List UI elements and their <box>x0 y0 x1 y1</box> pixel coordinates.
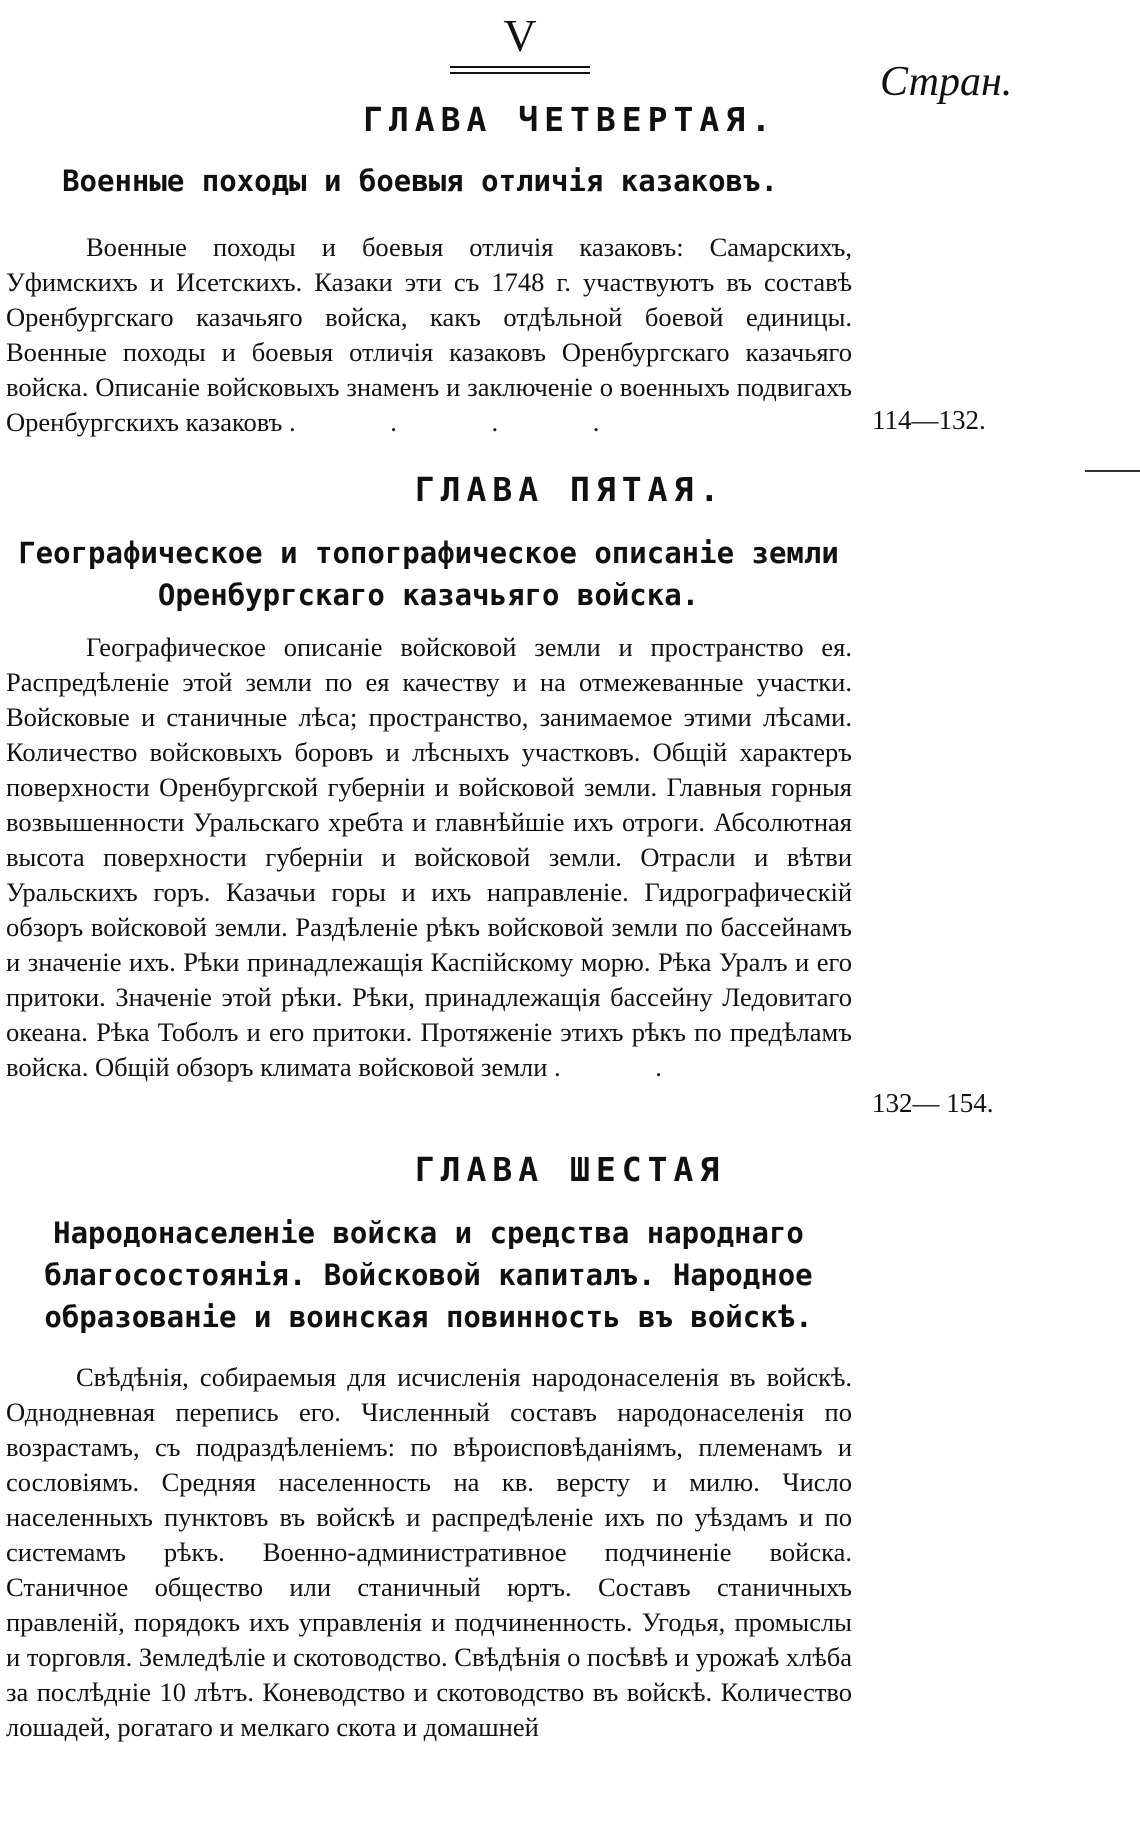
chapter-heading: ГЛАВА ЧЕТВЕРТАЯ. <box>363 100 777 139</box>
chapter-subtitle: Географическое и топографическое описаніе земли Оренбургскаго казачьяго войска. <box>18 536 839 612</box>
chapter-heading: ГЛАВА ПЯТАЯ. <box>414 470 726 509</box>
chapter-heading: ГЛАВА ШЕСТАЯ <box>414 1150 726 1189</box>
header-rule <box>450 66 590 68</box>
page-column-label: Стран. <box>880 59 1013 105</box>
page-range: 132— 154. <box>872 1088 994 1118</box>
dot-leader: . . <box>554 1052 706 1082</box>
chapter-summary <box>6 230 852 440</box>
chapter-summary-text: Географическое описаніе войсковой земли и пространство ея. Распредѣленіе этой земли по ея качеству и на отмежеванные участки. Войсковые и станичные лѣса; пространство, занимаемое этими лѣсами. Количество войсковыхъ боровъ и лѣсныхъ участковъ. Общій характеръ поверхности Оренбургской губерніи и войсковой земли. Главныя горныя возвышенности Уральскаго хребта и главнѣйшіе ихъ отроги. Абсолютная высота поверхности губерніи и войсковой земли. Отрасли и вѣтви Уральскихъ горъ. Казачьи горы и ихъ направленіе. Гидрографическій обзоръ войсковой земли. Раздѣленіе рѣкъ войсковой земли по бассейнамъ и значеніе ихъ. Рѣки принадлежащія Каспійскому морю. Рѣка Уралъ и его притоки. Значеніе этой рѣки. Рѣки, принадлежащія бассейну Ледовитаго океана. Рѣка Тоболъ и его притоки. Протяженіе этихъ рѣкъ по предѣламъ войска. Общій обзоръ климата войсковой земли <box>6 632 852 1082</box>
chapter-summary <box>6 630 852 1085</box>
chapter-subtitle: Народонаселеніе войска и средства народнаго благосостоянія. Войсковой капиталъ. Народное образованіе и воинская повинность въ войскѣ. <box>44 1216 813 1334</box>
dot-leader: . . . . <box>289 407 644 437</box>
chapter-subtitle: Военные походы и боевыя отличія казаковъ. <box>62 164 778 198</box>
page-number: V <box>503 10 537 61</box>
page-range: 114—132. <box>872 405 986 435</box>
chapter-summary <box>6 1360 852 1745</box>
chapter-summary-text: Свѣдѣнія, собираемыя для исчисленія народонаселенія въ войскѣ. Однодневная перепись его. Численный составъ народонаселенія по возрастамъ, съ подраздѣленіемъ: по вѣроисповѣданіямъ, племенамъ и сословіямъ. Средняя населенность на кв. версту и милю. Число населенныхъ пунктовъ въ войскѣ и распредѣленіе ихъ по уѣздамъ и по системамъ рѣкъ. Военно-административное подчиненіе войска. Станичное общество или станичный юртъ. Составъ станичныхъ правленій, порядокъ ихъ управленія и подчиненность. Угодья, промыслы и торговля. Земледѣліе и скотоводство. Свѣдѣнія о посѣвѣ и урожаѣ хлѣба за послѣдніе 10 лѣтъ. Коневодство и скотоводство въ войскѣ. Количество лошадей, рогатаго и мелкаго скота и домашней <box>6 1362 852 1742</box>
header-rule <box>450 72 590 74</box>
chapter-summary-text: Военные походы и боевыя отличія казаковъ: Самарскихъ, Уфимскихъ и Исетскихъ. Казаки эти съ 1748 г. участвуютъ въ составѣ Оренбургскаго казачьяго войска, какъ отдѣльной боевой единицы. Военные походы и боевыя отличія казаковъ Оренбургскаго казачьяго войска. Описаніе войсковыхъ знаменъ и заключеніе о военныхъ подвигахъ Оренбургскихъ казаковъ <box>6 232 852 437</box>
